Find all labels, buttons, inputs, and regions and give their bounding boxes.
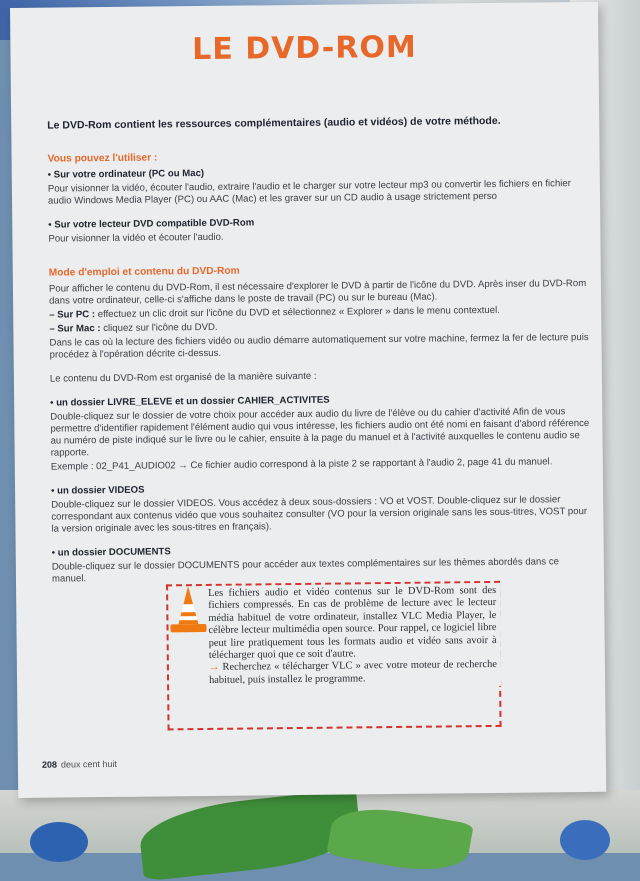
usage-heading: Vous pouvez l'utiliser : [47,152,158,165]
page-title: LE DVD-ROM [191,29,417,68]
page-footer [42,759,117,770]
callout-body: Les fichiers audio et vidéo contenus sur le DVD-Rom sont des fichiers compressés. En cas de problème de lecture avec le lecteur média habituel de votre ordinateur, installez VLC Media Player, le célèbre lecteur multimédia open source. Pour rappel, ce logiciel libre peut lire pratiquement tous les formats audio et vidéo sans avoir à télécharger quoi que ce soit d'autre. [208,584,497,661]
mode-pc-label: – Sur PC : [49,309,96,321]
mode-heading: Mode d'emploi et contenu du DVD-Rom [48,265,240,279]
usage-dvd-text: Pour visionner la vidéo et écouter l'audio. [48,231,224,245]
folder-videos [51,480,591,536]
callout-action: Recherchez « télécharger VLC » avec votre moteur de recherche habituel, puis installez le programme. [208,659,497,686]
flower-pattern [30,822,88,862]
usage-dvd-label: • Sur votre lecteur DVD compatible DVD-Rom [48,217,255,231]
folder-videos-label: • un dossier VIDEOS [51,484,145,497]
folder-docs-label: • un dossier DOCUMENTS [51,546,171,559]
mode-mac-text: cliquez sur l'icône du DVD. [100,321,218,335]
vlc-callout-box [166,581,502,730]
intro-text: Le DVD-Rom contient les ressources complémentaires (audio et vidéos) de votre méthode. [47,114,501,132]
folder-livre-label: • un dossier LIVRE_ELEVE et un dossier CAHIER_ACTIVITES [50,394,330,409]
folder-docs-text: Double-cliquez sur le dossier DOCUMENTS pour accéder aux textes complémentaires sur les thèmes abordés dans ce manuel. [51,556,559,585]
vlc-cone-icon [166,584,211,638]
mode-pc-text: effectuez un clic droit sur l'icône du DVD et sélectionnez « Explorer » dans le menu contextuel. [95,304,500,321]
page-number: 208 [41,759,58,770]
folder-videos-text: Double-cliquez sur le dossier VIDEOS. Vous accédez à deux sous-dossiers : VO et VOST. Double-cliquez sur le dossier correspondant aux contenus vidéo que vous souhaitez consulter (VO pour la version originale sans les sous-titres, VOST pour la version originale avec les sous-titres en français). [51,494,588,535]
folder-livre [50,392,591,474]
book-page [10,2,606,798]
flower-pattern [560,820,610,860]
page-content [47,114,592,598]
mode-paragraph-2: Dans le cas où la lecture des fichiers vidéo ou audio démarre automatiquement sur votre machine, fermez la fer de lecture puis procédez à l'opération décrite ci-dessus. [49,331,589,361]
folder-documents [52,542,592,586]
callout-arrow: → [208,662,220,674]
folder-example: Exemple : 02_P41_AUDIO02 → Ce fichier audio correspond à la piste 2 se rapportant à l'audio 2, page 41 du manuel. [50,456,553,473]
usage-computer [48,164,588,208]
mode-paragraph-3: Le contenu du DVD-Rom est organisé de la manière suivante : [49,370,317,385]
usage-computer-label: • Sur votre ordinateur (PC ou Mac) [47,167,205,181]
usage-computer-text: Pour visionner la vidéo, écouter l'audio, extraire l'audio et le charger sur votre lecteur mp3 ou convertir les fichiers en fichier audio Windows Media Player (PC) ou AAC (Mac) et les graver sur un CD audio à usage strictement perso [47,178,571,207]
page-number-words: deux cent huit [60,758,118,770]
vlc-callout-text [204,583,501,689]
mode-paragraph-1: Pour afficher le contenu du DVD-Rom, il est nécessaire d'explorer le DVD à partir de l'icône du DVD. Après inser du DVD-Rom dans votre ordinateur, celle-ci s'affiche dans le poste de travail (PC) ou sur le bureau (Mac). [48,277,587,307]
mode-mac-label: – Sur Mac : [49,323,101,335]
mode-section [49,278,590,386]
usage-dvd [48,214,588,246]
folder-livre-text: Double-cliquez sur le dossier de votre choix pour accéder aux audio du livre de l'élève ou du cahier d'activité Afin de vous permettre d'identifier rapidement l'élément audio qui vous intéresse, les fichiers audio ont été nomi en faisant d'abord référence au numéro de piste indiqué sur le livre ou le cahier, ensuite à la page du manuel et à l'activité auxquelles le contenu audio se rapporte. [50,406,590,459]
